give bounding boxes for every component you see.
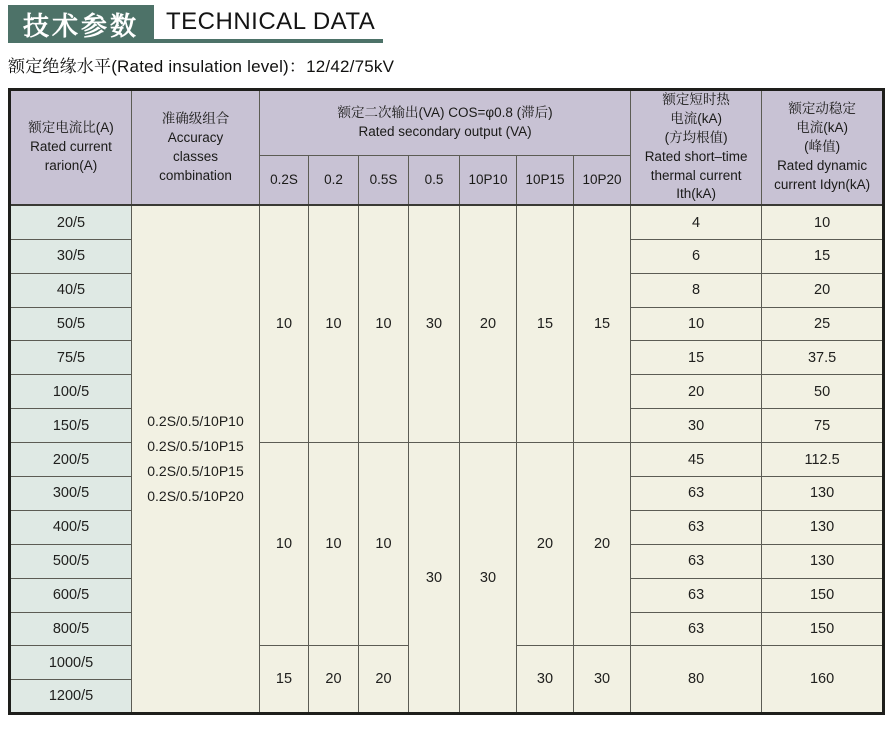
datasheet-page — [0, 5, 890, 732]
output-cell-02-group-c: 20 — [309, 646, 359, 714]
ratio-cell: 1000/5 — [10, 646, 132, 680]
subheader-10p20: 10P20 — [574, 155, 631, 205]
header-rated-secondary-output: 额定二次输出(VA) COS=φ0.8 (滞后) Rated secondary output (VA) — [260, 90, 631, 156]
ratio-cell: 300/5 — [10, 476, 132, 510]
idyn-cell: 37.5 — [762, 341, 884, 375]
ratio-cell: 100/5 — [10, 375, 132, 409]
output-cell-10p15-group-b: 20 — [517, 443, 574, 646]
ith-cell: 4 — [631, 205, 762, 239]
ratio-cell: 30/5 — [10, 239, 132, 273]
subheader-0-5s: 0.5S — [359, 155, 409, 205]
technical-data-table — [8, 88, 885, 715]
ith-cell: 30 — [631, 409, 762, 443]
ratio-cell: 20/5 — [10, 205, 132, 239]
output-cell-02s-group-b: 10 — [260, 443, 309, 646]
section-title-bar — [8, 5, 890, 43]
ith-cell: 45 — [631, 443, 762, 477]
ith-cell: 20 — [631, 375, 762, 409]
subheader-0-2s: 0.2S — [260, 155, 309, 205]
idyn-cell: 15 — [762, 239, 884, 273]
output-cell-10p15-group-c: 30 — [517, 646, 574, 714]
ratio-cell: 500/5 — [10, 544, 132, 578]
output-cell-02-group-b: 10 — [309, 443, 359, 646]
header-dynamic-current: 额定动稳定 电流(kA) (峰值) Rated dynamic current Idyn(kA) — [762, 90, 884, 206]
subheader-10p15: 10P15 — [517, 155, 574, 205]
output-cell-05s-group-a: 10 — [359, 205, 409, 442]
output-cell-02s-group-c: 15 — [260, 646, 309, 714]
ratio-cell: 150/5 — [10, 409, 132, 443]
ratio-cell: 800/5 — [10, 612, 132, 646]
output-cell-05-group-a: 30 — [409, 205, 460, 442]
output-cell-02-group-a: 10 — [309, 205, 359, 442]
ratio-cell: 200/5 — [10, 443, 132, 477]
section-title-zh: 技术参数 — [8, 5, 154, 43]
ratio-cell: 400/5 — [10, 510, 132, 544]
ratio-cell: 40/5 — [10, 273, 132, 307]
ith-cell: 63 — [631, 612, 762, 646]
idyn-cell: 150 — [762, 578, 884, 612]
subheader-10p10: 10P10 — [460, 155, 517, 205]
ith-cell: 63 — [631, 544, 762, 578]
ith-cell: 15 — [631, 341, 762, 375]
output-cell-10p15-group-a: 15 — [517, 205, 574, 442]
idyn-cell: 50 — [762, 375, 884, 409]
output-cell-05s-group-c: 20 — [359, 646, 409, 714]
table-header — [10, 90, 884, 206]
table-row — [10, 205, 884, 239]
ith-cell: 8 — [631, 273, 762, 307]
idyn-cell: 20 — [762, 273, 884, 307]
header-accuracy-classes: 准确级组合 Accuracy classes combination — [132, 90, 260, 206]
output-cell-10p10-group-a: 20 — [460, 205, 517, 442]
section-title-en: TECHNICAL DATA — [154, 5, 383, 43]
output-cell-10p20-group-b: 20 — [574, 443, 631, 646]
idyn-cell: 75 — [762, 409, 884, 443]
idyn-cell: 25 — [762, 307, 884, 341]
ratio-cell: 1200/5 — [10, 680, 132, 714]
ratio-cell: 50/5 — [10, 307, 132, 341]
ith-cell: 63 — [631, 476, 762, 510]
output-cell-05s-group-b: 10 — [359, 443, 409, 646]
output-cell-10p20-group-a: 15 — [574, 205, 631, 442]
idyn-cell: 130 — [762, 510, 884, 544]
insulation-level-note: 额定绝缘水平(Rated insulation level)：12/42/75kV — [8, 57, 395, 76]
ith-cell: 10 — [631, 307, 762, 341]
output-cell-05-group-bc: 30 — [409, 443, 460, 714]
table-body — [10, 205, 884, 713]
idyn-cell: 160 — [762, 646, 884, 714]
output-cell-10p10-group-bc: 30 — [460, 443, 517, 714]
header-rated-current-ratio: 额定电流比(A) Rated current rarion(A) — [10, 90, 132, 206]
ith-cell: 63 — [631, 578, 762, 612]
idyn-cell: 130 — [762, 544, 884, 578]
ith-cell: 80 — [631, 646, 762, 714]
idyn-cell: 150 — [762, 612, 884, 646]
idyn-cell: 112.5 — [762, 443, 884, 477]
ith-cell: 6 — [631, 239, 762, 273]
subheader-0-2: 0.2 — [309, 155, 359, 205]
idyn-cell: 130 — [762, 476, 884, 510]
idyn-cell: 10 — [762, 205, 884, 239]
subheader-0-5: 0.5 — [409, 155, 460, 205]
output-cell-10p20-group-c: 30 — [574, 646, 631, 714]
ith-cell: 63 — [631, 510, 762, 544]
output-cell-02s-group-a: 10 — [260, 205, 309, 442]
accuracy-combination-cell: 0.2S/0.5/10P10 0.2S/0.5/10P15 0.2S/0.5/10P15 0.2S/0.5/10P20 — [132, 205, 260, 713]
header-short-time-thermal-current: 额定短时热 电流(kA) (方均根值) Rated short–time thermal current Ith(kA) — [631, 90, 762, 206]
ratio-cell: 600/5 — [10, 578, 132, 612]
ratio-cell: 75/5 — [10, 341, 132, 375]
